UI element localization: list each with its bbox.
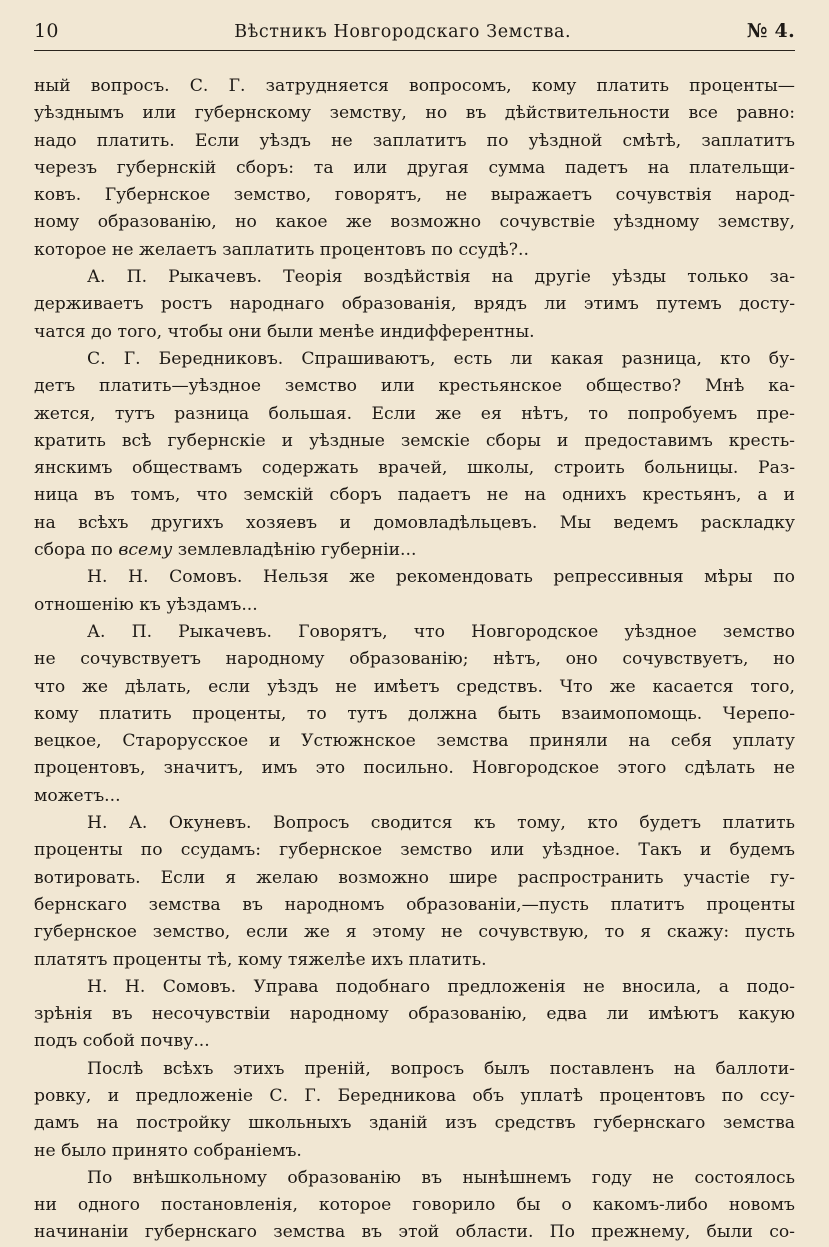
text-line: платятъ проценты тѣ, кому тяжелѣе ихъ платить. [34,949,487,970]
emphasis-text: всему [118,540,173,561]
text-line: Н. Н. Сомовъ. Нельзя же рекомендовать репрессивныя мѣры по [87,567,795,588]
text-line: вецкое, Старорусское и Устюжнское земства приняли на себя уплату [34,731,795,752]
text-line: зрѣнія въ несочувствіи народному образованію, едва ли имѣютъ какую [34,1004,795,1025]
text-line: проценты по ссудамъ: губернское земство или уѣздное. Такъ и будемъ [34,840,795,861]
text-line: начинаніи губернскаго земства въ этой области. По прежнему, были со- [34,1222,795,1243]
text-line: можетъ... [34,785,121,806]
text-line: Н. Н. Сомовъ. Управа подобнаго предложенія не вносила, а подо- [87,976,795,997]
issue-number: № 4. [746,20,795,42]
text-line: на всѣхъ другихъ хозяевъ и домовладѣльцевъ. Мы ведемъ раскладку [34,512,795,533]
text-line: вотировать. Если я желаю возможно шире распространить участіе гу- [34,867,795,888]
text-segment: землевладѣнію губерніи... [172,540,417,561]
text-segment: сбора по [34,540,119,561]
text-line: жется, тутъ разница большая. Если же ея нѣтъ, то попробуемъ пре- [34,403,795,424]
text-line: янскимъ обществамъ содержать врачей, школы, строить больницы. Раз- [34,458,795,479]
text-line: Н. А. Окуневъ. Вопросъ сводится къ тому, кто будетъ платить [87,813,795,834]
body-text [34,73,795,1247]
text-line: ни одного постановленія, которое говорило бы о какомъ-либо новомъ [34,1195,795,1216]
journal-title: Вѣстникъ Новгородскаго Земства. [234,22,572,42]
text-line: детъ платить—уѣздное земство или крестьянское общество? Мнѣ ка- [34,376,795,397]
text-line: кому платить проценты, то тутъ должна быть взаимопомощь. Черепо- [34,703,795,724]
text-line: надо платить. Если уѣздъ не заплатитъ по уѣздной смѣтѣ, заплатитъ [34,130,795,151]
text-line: отношенію къ уѣздамъ... [34,594,258,615]
text-line: процентовъ, значитъ, имъ это посильно. Новгородское этого сдѣлать не [34,758,795,779]
text-line: дамъ на постройку школьныхъ зданій изъ средствъ губернскаго земства [34,1113,795,1134]
page-header [34,20,795,51]
text-line: А. П. Рыкачевъ. Говорятъ, что Новгородское уѣздное земство [87,621,795,642]
text-line: ковъ. Губернское земство, говорятъ, не выражаетъ сочувствія народ- [34,185,795,206]
text-line: подъ собой почву... [34,1031,210,1052]
text-line: С. Г. Бередниковъ. Спрашиваютъ, есть ли какая разница, кто бу- [87,348,795,369]
text-line: По внѣшкольному образованію въ нынѣшнемъ году не состоялось [87,1167,795,1188]
text-line: ровку, и предложеніе С. Г. Бередникова объ уплатѣ процентовъ по ссу- [34,1085,795,1106]
page-number: 10 [34,20,59,42]
text-line: кратить всѣ губернскіе и уѣздные земскіе сборы и предоставимъ кресть- [34,430,795,451]
text-line: чатся до того, чтобы они были менѣе индифферентны. [34,321,535,342]
text-line: бернскаго земства въ народномъ образованіи,—пусть платитъ проценты [34,894,795,915]
text-line: уѣзднымъ или губернскому земству, но въ дѣйствительности все равно: [34,103,795,124]
text-line: не было принято собраніемъ. [34,1140,302,1161]
text-line [34,537,795,564]
text-line: держиваетъ ростъ народнаго образованія, врядъ ли этимъ путемъ досту- [34,294,795,315]
text-line: Послѣ всѣхъ этихъ преній, вопросъ былъ поставленъ на баллоти- [87,1058,795,1079]
text-line: ница въ томъ, что земскій сборъ падаетъ не на однихъ крестьянъ, а и [34,485,795,506]
text-line: ный вопросъ. С. Г. затрудняется вопросомъ, кому платить проценты— [34,76,795,96]
text-line: ному образованію, но какое же возможно сочувствіе уѣздному земству, [34,212,795,233]
text-line: губернское земство, если же я этому не сочувствую, то я скажу: пусть [34,922,795,943]
text-line: что же дѣлать, если уѣздъ не имѣетъ средствъ. Что же касается того, [34,676,795,697]
text-line: А. П. Рыкачевъ. Теорія воздѣйствія на другіе уѣзды только за- [87,267,795,288]
text-line: которое не желаетъ заплатить процентовъ по ссудѣ?.. [34,239,529,260]
text-line: черезъ губернскій сборъ: та или другая сумма падетъ на плательщи- [34,157,795,178]
text-line: не сочувствуетъ народному образованію; нѣтъ, оно сочувствуетъ, но [34,649,795,670]
